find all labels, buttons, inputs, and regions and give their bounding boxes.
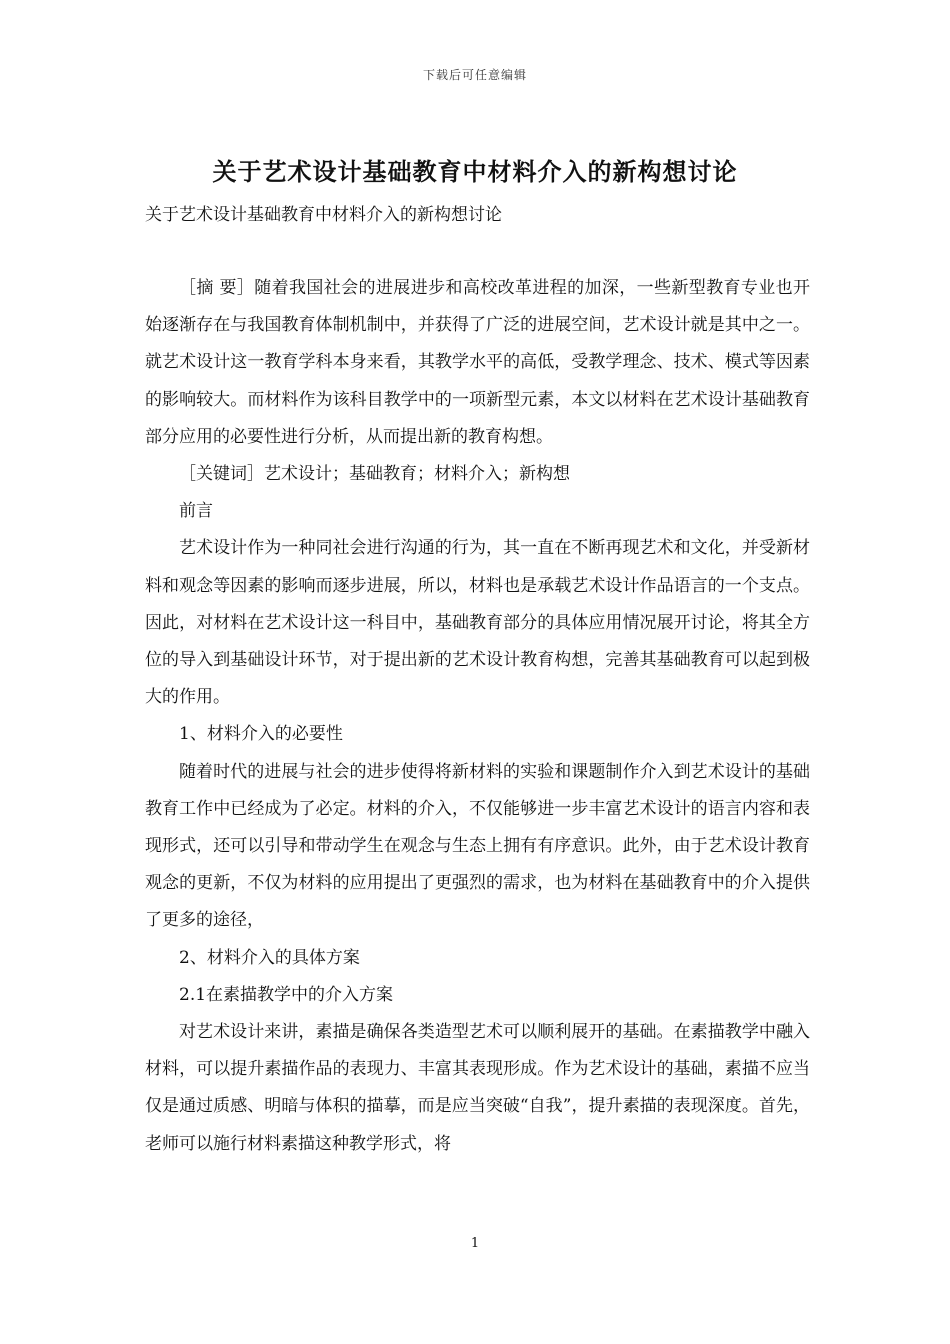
document-title: 关于艺术设计基础教育中材料介入的新构想讨论 [212, 157, 738, 186]
page-number: 1 [470, 1236, 480, 1251]
abstract-paragraph: ［摘 要］随着我国社会的进展进步和高校改革进程的加深，一些新型教育专业也开始逐渐存在与我国教育体制机制中，并获得了广泛的进展空间，艺术设计就是其中之一。就艺术设计这一教育学科本身来看，其教学水平的高低，受教学理念、技术、模式等因素的影响较大。而材料作为该科目教学中的一项新型元素，本文以材料在艺术设计基础教育部分应用的必要性进行分析，从而提出新的教育构想。 [145, 278, 810, 447]
preface-paragraph: 艺术设计作为一种同社会进行沟通的行为，其一直在不断再现艺术和文化，并受新材料和观念等因素的影响而逐步进展，所以，材料也是承载艺术设计作品语言的一个支点。因此，对材料在艺术设计这一科目中，基础教育部分的具体应用情况展开讨论，将其全方位的导入到基础设计环节，对于提出新的艺术设计教育构想，完善其基础教育可以起到极大的作用。 [145, 538, 810, 708]
keywords-paragraph: ［关键词］艺术设计；基础教育；材料介入；新构想 [179, 464, 570, 485]
document-body [145, 270, 810, 1163]
section-heading-2: 2、材料介入的具体方案 [179, 947, 360, 968]
subsection-2-1-paragraph: 对艺术设计来讲，素描是确保各类造型艺术可以顺利展开的基础。在素描教学中融入材料，可以提升素描作品的表现力、丰富其表现形成。作为艺术设计的基础，素描不应当仅是通过质感、明暗与体积的描摹，而是应当突破“自我”，提升素描的表现深度。首先，老师可以施行材料素描这种教学形式，将 [145, 1022, 810, 1154]
section-heading-1: 1、材料介入的必要性 [179, 724, 343, 745]
section-1-paragraph: 随着时代的进展与社会的进步使得将新材料的实验和课题制作介入到艺术设计的基础教育工作中已经成为了必定。材料的介入，不仅能够进一步丰富艺术设计的语言内容和表现形式，还可以引导和带动学生在观念与生态上拥有有序意识。此外，由于艺术设计教育观念的更新，不仅为材料的应用提出了更强烈的需求，也为材料在基础教育中的介入提供了更多的途径， [145, 761, 810, 931]
document-subtitle: 关于艺术设计基础教育中材料介入的新构想讨论 [145, 205, 502, 225]
page-header-note: 下载后可任意编辑 [422, 68, 527, 82]
subsection-heading-2-1: 2.1在素描教学中的介入方案 [179, 984, 394, 1005]
section-heading-preface: 前言 [179, 501, 213, 522]
